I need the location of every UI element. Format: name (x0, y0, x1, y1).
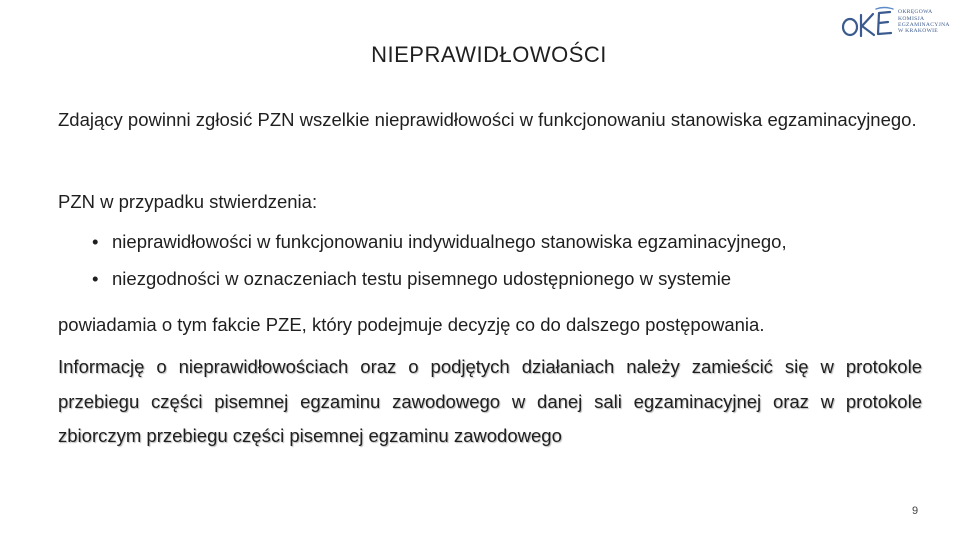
protocol-paragraph: Informację o nieprawidłowościach oraz o podjętych działaniach należy zamieścić się w protokole przebiegu części pisemnej egzaminu zawodowego w danej sali egzaminacyjnej oraz w protokole zbiorczym przebiegu części pisemnej egzaminu zawodowego (58, 356, 922, 446)
page-number: 9 (912, 505, 919, 517)
logo-line-1: OKRĘGOWA (898, 9, 933, 16)
slide-title: NIEPRAWIDŁOWOŚCI (371, 42, 607, 67)
logo-line-2: KOMISJA (898, 15, 925, 22)
logo-line-3: EGZAMINACYJNA (898, 22, 950, 28)
pzn-lead-paragraph: PZN w przypadku stwierdzenia: (58, 191, 318, 212)
logo-line-4: W KRAKOWIE (898, 28, 939, 35)
bullet-item-markings: • niezgodności w oznaczeniach testu pisemnego udostępnionego w systemie (92, 261, 787, 298)
oke-logo-icon (838, 5, 896, 39)
bullet-list (92, 224, 787, 298)
notify-paragraph: powiadamia o tym fakcie PZE, który podejmuje decyzję co do dalszego postępowania. (58, 314, 765, 335)
bullet-item-station: • nieprawidłowości w funkcjonowaniu indywidualnego stanowiska egzaminacyjnego, (92, 224, 787, 261)
oke-logo (838, 4, 954, 40)
logo-text (898, 9, 950, 34)
intro-paragraph: Zdający powinni zgłosić PZN wszelkie nieprawidłowości w funkcjonowaniu stanowiska egzaminacyjnego. (58, 109, 917, 130)
